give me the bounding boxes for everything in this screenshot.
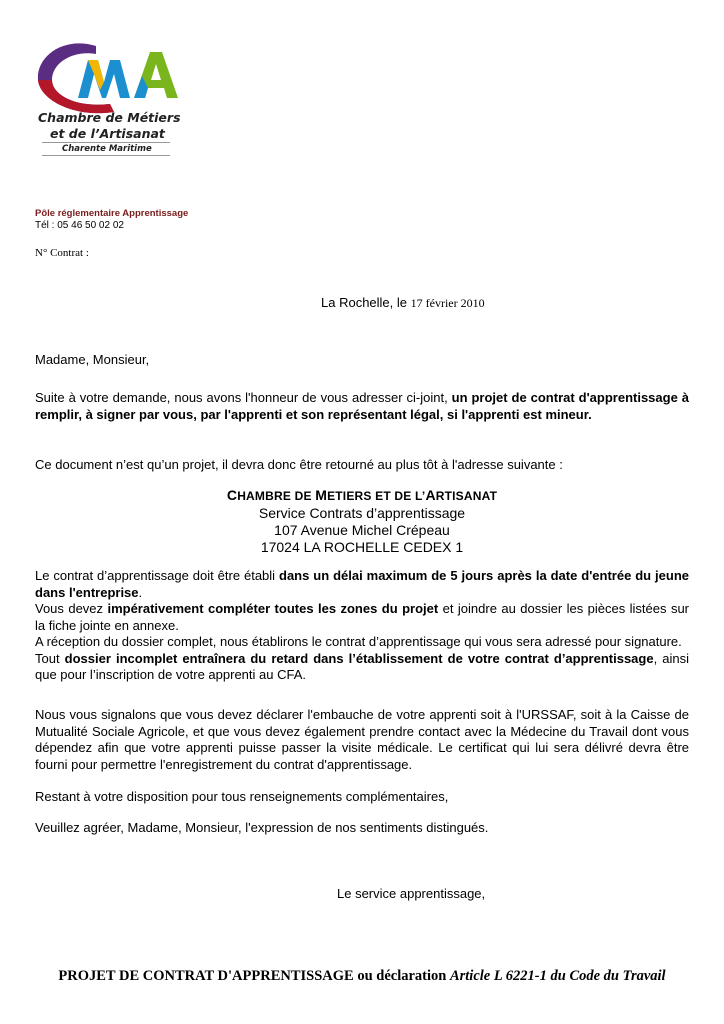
cma-logo-graphic [34, 38, 179, 118]
footer-title: PROJET DE CONTRAT D'APPRENTISSAGE ou déclaration Article L 6221-1 du Code du Travail [58, 968, 666, 984]
return-instruction: Ce document n’est qu’un projet, il devra donc être retourné au plus tôt à l'adresse suivante : [35, 457, 563, 472]
phone-number: Tél : 05 46 50 02 02 [35, 220, 124, 231]
logo-rule-bottom [42, 155, 170, 156]
address-street: 107 Avenue Michel Crépeau [274, 522, 450, 538]
date-value: 17 février 2010 [410, 296, 485, 310]
date-place: La Rochelle, le [321, 295, 411, 310]
logo-text-line3: Charente Maritime [62, 144, 152, 154]
contract-number-label: N° Contrat : [35, 247, 89, 259]
intro-paragraph [35, 390, 689, 423]
cma-logo [34, 38, 179, 158]
intro-bold-text: un projet de contrat d'apprentissage à remplir, à signer par vous, par l'apprenti et son représentant légal, si l'apprenti est mineur. [35, 390, 689, 422]
logo-text-line1: Chambre de Métiers [38, 110, 181, 125]
address-block [35, 487, 689, 556]
salutation: Madame, Monsieur, [35, 352, 150, 367]
address-organization: CHAMBRE DE METIERS ET DE L’ARTISANAT [226, 487, 498, 503]
declaration-paragraph: Nous vous signalons que vous devez déclarer l'embauche de votre apprenti soit à l'URSSAF, soit à la Caisse de Mutualité Sociale Agricole, et que vous devez également prendre contact avec la Médecine du Travail dont vous dépendez afin que votre apprenti puisse passer la visite médicale. Le certificat qui lui sera délivré devra être fourni pour permettre l'enregistrement du contrat d'apprentissage. [35, 707, 689, 772]
deadline-paragraph: Le contrat d’apprentissage doit être établi dans un délai maximum de 5 jours après la date d'entrée du jeune dans l'entreprise. Vous devez impérativement compléter toutes les zones du projet et joindre au dossier les pièces listées sur la fiche jointe en annexe. A réception du dossier complet, nous établirons le contrat d’apprentissage qui vous sera adressé pour signature. Tout dossier incomplet entraînera du retard dans l’établissement de votre contrat d’apprentissage, ainsi que pour l’inscription de votre apprenti au CFA. [35, 568, 689, 682]
intro-text: Suite à votre demande, nous avons l'honneur de vous adresser ci-joint, [35, 390, 452, 405]
address-service: Service Contrats d’apprentissage [258, 505, 466, 521]
closing-line: Veuillez agréer, Madame, Monsieur, l'expression de nos sentiments distingués. [35, 820, 489, 835]
department-label: Pôle réglementaire Apprentissage [35, 208, 189, 219]
date-line [321, 295, 485, 311]
signature: Le service apprentissage, [337, 886, 486, 901]
address-city: 17024 LA ROCHELLE CEDEX 1 [260, 539, 464, 555]
availability-line: Restant à votre disposition pour tous renseignements complémentaires, [35, 789, 449, 804]
logo-text-line2: et de l’Artisanat [50, 126, 165, 141]
logo-rule-top [42, 142, 170, 143]
